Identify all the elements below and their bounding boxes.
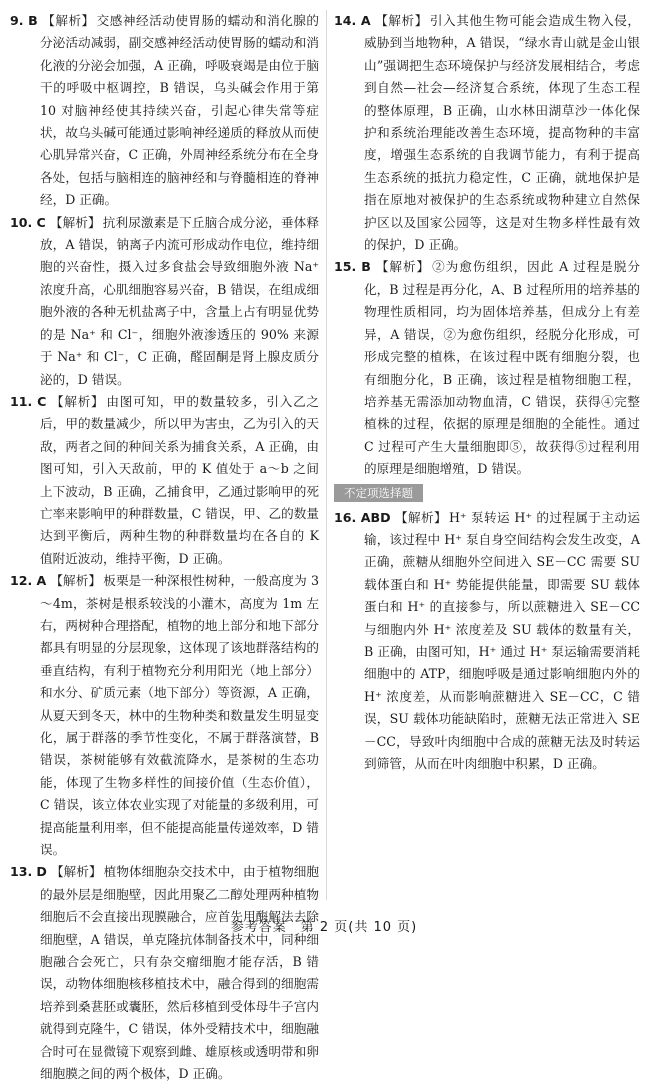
explanation-text: 由图可知，甲的数量较多，引入乙之后，甲的数量减少，所以甲为害虫，乙为引入的天敌，两者之间的种间关系为捕食关系，A 正确，由图可知，引入天敌前，甲的 K 值处于 a～b 之间上下波动，B 正确，乙捕食甲，乙通过影响甲的死亡率来影响甲的种群数量，C 错误，甲、乙的数量达到平衡后，两种生物的种群数量均在各自的 K 值附近波动，维持平衡，D 正确。 <box>40 393 319 566</box>
explanation-text: 植物体细胞杂交技术中，由于植物细胞的最外层是细胞壁，因此用聚乙二醇处理两种植物细胞后不会直接出现膜融合，应首先用酶解法去除细胞壁，A 错误，单克隆抗体制备技术中，同种细胞融合会死亡，只有杂交瘤细胞才能存活，B 错误，动物体细胞核移植技术中，融合得到的细胞需培养到桑葚胚或囊胚，然后移植到受体母牛子宫内就得到克隆牛，C 错误，体外受精技术中，细胞融合时可在显微镜下观察到雌、雄原核或透明带和卵细胞膜之间的两个极体，D 正确。 <box>40 864 320 1082</box>
explanation-tag: 【解析】 <box>374 259 431 275</box>
explanation-text: H⁺ 泵转运 H⁺ 的过程属于主动运输，该过程中 H⁺ 泵自身空间结构会发生改变，A 正确，蔗糖从细胞外空间进入 SE－CC 需要 SU 载体蛋白和 H⁺ 势能提供能量，即需要 SU 载体蛋白和 H⁺ 的直接参与，所以蔗糖进入 SE－CC 与细胞内外 H⁺ 浓度差及 SU 载体的数量有关，B 正确，由图可知，H⁺ 通过 H⁺ 泵运输需要消耗细胞中的 ATP，细胞呼吸是通过影响细胞内外的 H⁺ 浓度差，从而影响蔗糖进入 SE－CC，C 错误，SU 载体功能缺陷时，蔗糖无法正常进入 SE－CC，导致叶肉细胞中合成的蔗糖无法及时转运到筛管，从而在叶肉细胞中积累，D 正确。 <box>364 509 641 771</box>
question-explanation <box>334 10 640 256</box>
answer-letter: D <box>36 864 47 880</box>
answer-letter: A <box>360 13 371 28</box>
question-number: 12. <box>10 573 33 589</box>
question-explanation <box>334 507 640 776</box>
answer-letter: C <box>37 393 47 409</box>
explanation-text: 板栗是一种深根性树种，一般高度为 3～4m，茶树是根系较浅的小灌木，高度为 1m 左右，两树种合理搭配，植物的地上部分和地下部分都具有明显的分层现象，这体现了该地群落结构的垂直结构，有利于植物充分利用阳光（地上部分）和水分、矿质元素（地下部分）等资源，A 正确，从夏天到冬天，林中的生物种类和数量发生明显变化，属于群落的季节性变化，不属于群落演替，B 错误，茶树能够有效截流降水，是茶树的生态功能，体现了生物多样性的间接价值（生态价值），C 错误，该立体农业实现了对能量的多级利用，可提高能量利用率，但不能提高能量传递效率，D 错误。 <box>40 573 319 858</box>
explanation-tag: 【解析】 <box>394 509 447 525</box>
answer-letter: B <box>28 13 38 28</box>
left-column <box>10 10 320 1082</box>
right-column <box>334 10 640 900</box>
question-number: 10. <box>10 214 33 230</box>
page-footer: 参考答案 第 2 页(共 10 页) <box>230 920 418 935</box>
column-divider <box>326 10 327 900</box>
question-explanation <box>10 10 319 212</box>
right-column-top <box>334 10 640 481</box>
question-number: 13. <box>10 864 33 880</box>
explanation-text: 抗利尿激素是下丘脑合成分泌，垂体释放，A 错误，钠离子内流可形成动作电位，维持细胞的兴奋性，摄入过多食盐会导致细胞外液 Na⁺ 浓度升高，心肌细胞容易兴奋，B 错误，在组成细胞外液的各种无机盐离子中，含量上占有明显优势的是 Na⁺ 和 Cl⁻，细胞外液渗透压的 90% 来源于 Na⁺ 和 Cl⁻，C 正确，醛固酮是肾上腺皮质分泌的，D 错误。 <box>40 214 319 387</box>
question-explanation <box>10 391 319 570</box>
explanation-tag: 【解析】 <box>50 573 102 589</box>
explanation-tag: 【解析】 <box>49 214 101 230</box>
explanation-tag: 【解析】 <box>50 864 102 880</box>
question-explanation <box>10 212 319 391</box>
question-explanation <box>10 861 319 1085</box>
answer-letter: ABD <box>360 509 391 525</box>
answer-letter: B <box>361 259 371 275</box>
explanation-text: ②为愈伤组织，因此 A 过程是脱分化，B 过程是再分化，A、B 过程所用的培养基的物理性质相同，均为固体培养基，但成分上有差异，A 错误，②为愈伤组织，经脱分化形成，可形成完整的植株，在该过程中既有细胞分裂，也有细胞分化，B 正确，该过程是植物细胞工程，培养基无需添加动物血清，C 错误，获得④完整植株的过程，依据的原理是细胞的全能性。通过 C 过程可产生大量细胞即⑤，故获得⑤过程利用的原理是细胞增殖，D 错误。 <box>364 259 640 477</box>
section-header: 不定项选择题 <box>334 484 423 502</box>
question-explanation <box>10 570 319 861</box>
question-number: 14. <box>334 13 357 28</box>
question-number: 11. <box>10 393 33 409</box>
question-number: 9. <box>10 13 24 28</box>
question-explanation <box>334 256 640 480</box>
explanation-text: 交感神经活动使胃肠的蠕动和消化腺的分泌活动减弱，副交感神经活动使胃肠的蠕动和消化液的分泌会加强，A 正确，呼吸衰竭是由位于脑干的呼吸中枢调控，B 错误，乌头碱会作用于第 10 对脑神经使其持续兴奋，引起心律失常等症状，故乌头碱可能通过影响神经递质的释放从而使心肌异常兴奋，C 正确，外周神经系统分布在全身各处，包括与脑相连的脑神经和与脊髓相连的脊神经，D 正确。 <box>40 13 319 208</box>
explanation-tag: 【解析】 <box>50 393 105 409</box>
explanation-text: 引入其他生物可能会造成生物入侵，威胁到当地物种，A 错误，“绿水青山就是金山银山”强调把生态环境保护与经济发展相结合，考虑到自然—社会—经济复合系统，体现了生态工程的整体原理，B 正确，山水林田湖草沙一体化保护和系统治理能改善生态环境，提高物种的丰富度，增强生态系统的自我调节能力，有利于提高生态系统的抵抗力稳定性，C 正确，就地保护是指在原地对被保护的生态系统或物种建立自然保护区以及国家公园等，这是对生物多样性最有效的保护，D 正确。 <box>364 13 640 253</box>
question-number: 16. <box>334 509 357 525</box>
explanation-tag: 【解析】 <box>374 13 428 28</box>
answer-letter: C <box>36 214 46 230</box>
explanation-tag: 【解析】 <box>41 13 95 28</box>
right-column-bottom <box>334 507 640 776</box>
question-number: 15. <box>334 259 357 275</box>
answer-letter: A <box>36 573 47 589</box>
